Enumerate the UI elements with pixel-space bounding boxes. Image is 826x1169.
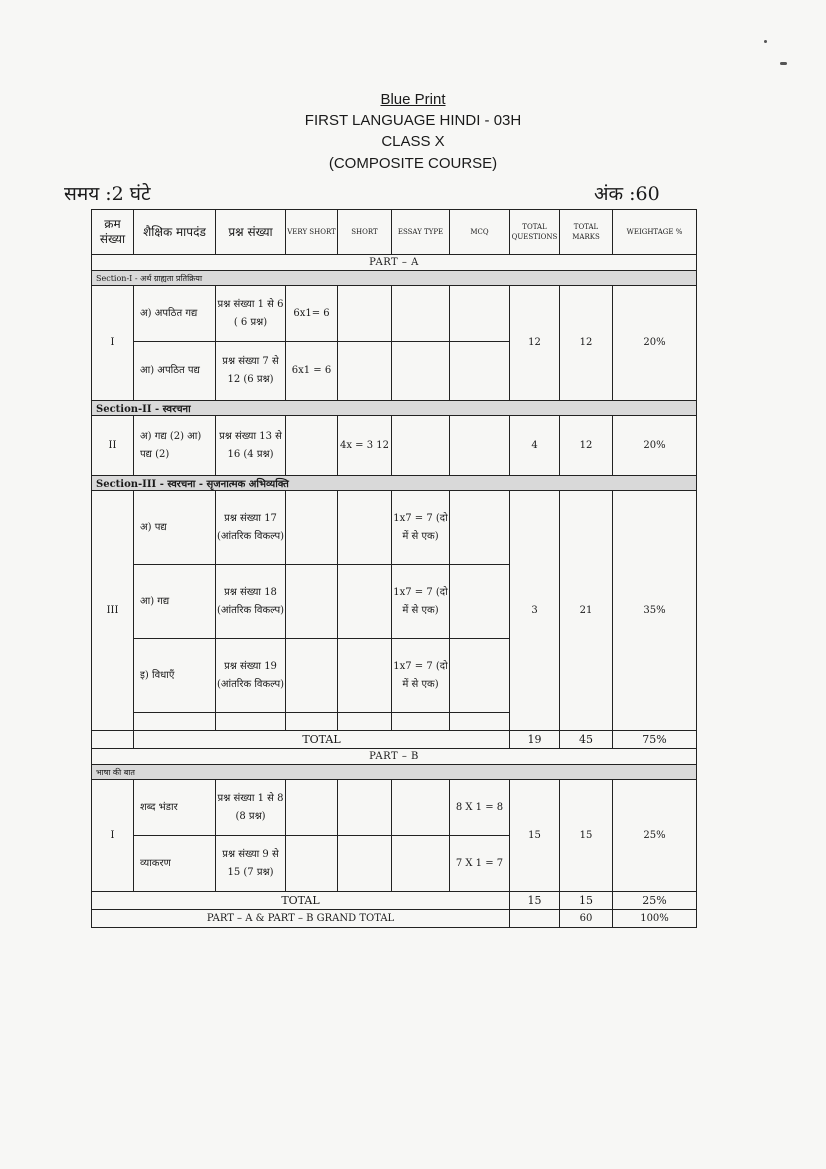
col-very-short: VERY SHORT	[286, 210, 338, 255]
total-marks-cell: 12	[560, 286, 613, 401]
qno-cell: प्रश्न संख्या 1 से 6 ( 6 प्रश्न)	[216, 286, 286, 342]
part-a-total-row	[92, 731, 697, 749]
qno-cell: प्रश्न संख्या 18 (आंतरिक विकल्प)	[216, 565, 286, 639]
marks-label: अंक :60	[594, 183, 660, 205]
header-row	[92, 210, 697, 255]
total-questions-cell: 3	[510, 491, 560, 731]
scan-speck	[764, 40, 767, 43]
qno-cell: प्रश्न संख्या 13 से 16 (4 प्रश्न)	[216, 416, 286, 476]
total-questions-cell: 19	[510, 731, 560, 749]
sr-cell: II	[92, 416, 134, 476]
qno-cell: प्रश्न संख्या 9 से 15 (7 प्रश्न)	[216, 836, 286, 892]
total-marks-cell: 45	[560, 731, 613, 749]
table-row	[92, 286, 697, 342]
very-short-cell: 6x1= 6	[286, 286, 338, 342]
weightage-cell: 75%	[613, 731, 697, 749]
sr-cell: III	[92, 491, 134, 731]
criteria-cell: अ) पद्य	[134, 491, 216, 565]
sr-cell: I	[92, 780, 134, 892]
weightage-cell: 25%	[613, 780, 697, 892]
total-label: TOTAL	[134, 731, 510, 749]
col-weightage: WEIGHTAGE %	[613, 210, 697, 255]
criteria-cell: व्याकरण	[134, 836, 216, 892]
section-3-title: Section-III - स्वरचना - सृजनात्मक अभिव्यक्ति	[92, 476, 697, 491]
col-essay: ESSAY TYPE	[392, 210, 450, 255]
time-label: समय :2 घंटे	[64, 183, 151, 205]
short-cell: 4x = 3 12	[338, 416, 392, 476]
document-title: Blue Print	[380, 91, 446, 108]
mcq-cell: 8 X 1 = 8	[450, 780, 510, 836]
total-questions-cell: 4	[510, 416, 560, 476]
weightage-cell: 35%	[613, 491, 697, 731]
qno-cell: प्रश्न संख्या 7 से 12 (6 प्रश्न)	[216, 342, 286, 401]
criteria-cell: अ) गद्य (2) आ) पद्य (2)	[134, 416, 216, 476]
blueprint-table	[91, 209, 697, 928]
course-line: (COMPOSITE COURSE)	[328, 155, 498, 172]
grand-total-label: PART – A & PART – B GRAND TOTAL	[92, 910, 510, 928]
criteria-cell: इ) विधाएँ	[134, 639, 216, 713]
total-marks-cell: 15	[560, 892, 613, 910]
table-row	[92, 780, 697, 836]
table-row	[92, 416, 697, 476]
weightage-cell: 20%	[613, 416, 697, 476]
col-total-marks: TOTAL MARKS	[560, 210, 613, 255]
section-1-title: Section-I - अर्थ ग्राह्यता प्रतिक्रिया	[92, 271, 697, 286]
weightage-cell: 20%	[613, 286, 697, 401]
essay-cell: 1x7 = 7 (दो में से एक)	[392, 639, 450, 713]
criteria-cell: आ) गद्य	[134, 565, 216, 639]
col-criteria: शैक्षिक मापदंड	[134, 210, 216, 255]
essay-cell: 1x7 = 7 (दो में से एक)	[392, 565, 450, 639]
essay-cell: 1x7 = 7 (दो में से एक)	[392, 491, 450, 565]
subject-line: FIRST LANGUAGE HINDI - 03H	[304, 112, 522, 129]
part-b-total-row	[92, 892, 697, 910]
grand-total-weightage: 100%	[613, 910, 697, 928]
qno-cell: प्रश्न संख्या 1 से 8 (8 प्रश्न)	[216, 780, 286, 836]
total-label: TOTAL	[92, 892, 510, 910]
sr-cell: I	[92, 286, 134, 401]
total-marks-cell: 12	[560, 416, 613, 476]
total-questions-cell: 15	[510, 892, 560, 910]
scan-speck	[780, 62, 787, 65]
section-2-title: Section-II - स्वरचना	[92, 401, 697, 416]
very-short-cell: 6x1 = 6	[286, 342, 338, 401]
qno-cell: प्रश्न संख्या 17 (आंतरिक विकल्प)	[216, 491, 286, 565]
total-marks-cell: 15	[560, 780, 613, 892]
total-marks-cell: 21	[560, 491, 613, 731]
col-sr: क्रम संख्या	[92, 210, 134, 255]
part-b-section-title: भाषा की बात	[92, 765, 697, 780]
criteria-cell: अ) अपठित गद्य	[134, 286, 216, 342]
qno-cell: प्रश्न संख्या 19 (आंतरिक विकल्प)	[216, 639, 286, 713]
criteria-cell: शब्द भंडार	[134, 780, 216, 836]
total-questions-cell: 15	[510, 780, 560, 892]
col-short: SHORT	[338, 210, 392, 255]
grand-total-marks: 60	[560, 910, 613, 928]
col-total-questions: TOTAL QUESTIONS	[510, 210, 560, 255]
class-line: CLASS X	[381, 133, 445, 150]
col-qno: प्रश्न संख्या	[216, 210, 286, 255]
part-b-label: PART – B	[92, 749, 697, 765]
mcq-cell: 7 X 1 = 7	[450, 836, 510, 892]
total-questions-cell: 12	[510, 286, 560, 401]
criteria-cell: आ) अपठित पद्य	[134, 342, 216, 401]
table-row	[92, 491, 697, 565]
col-mcq: MCQ	[450, 210, 510, 255]
weightage-cell: 25%	[613, 892, 697, 910]
part-a-label: PART – A	[92, 255, 697, 271]
grand-total-row	[92, 910, 697, 928]
